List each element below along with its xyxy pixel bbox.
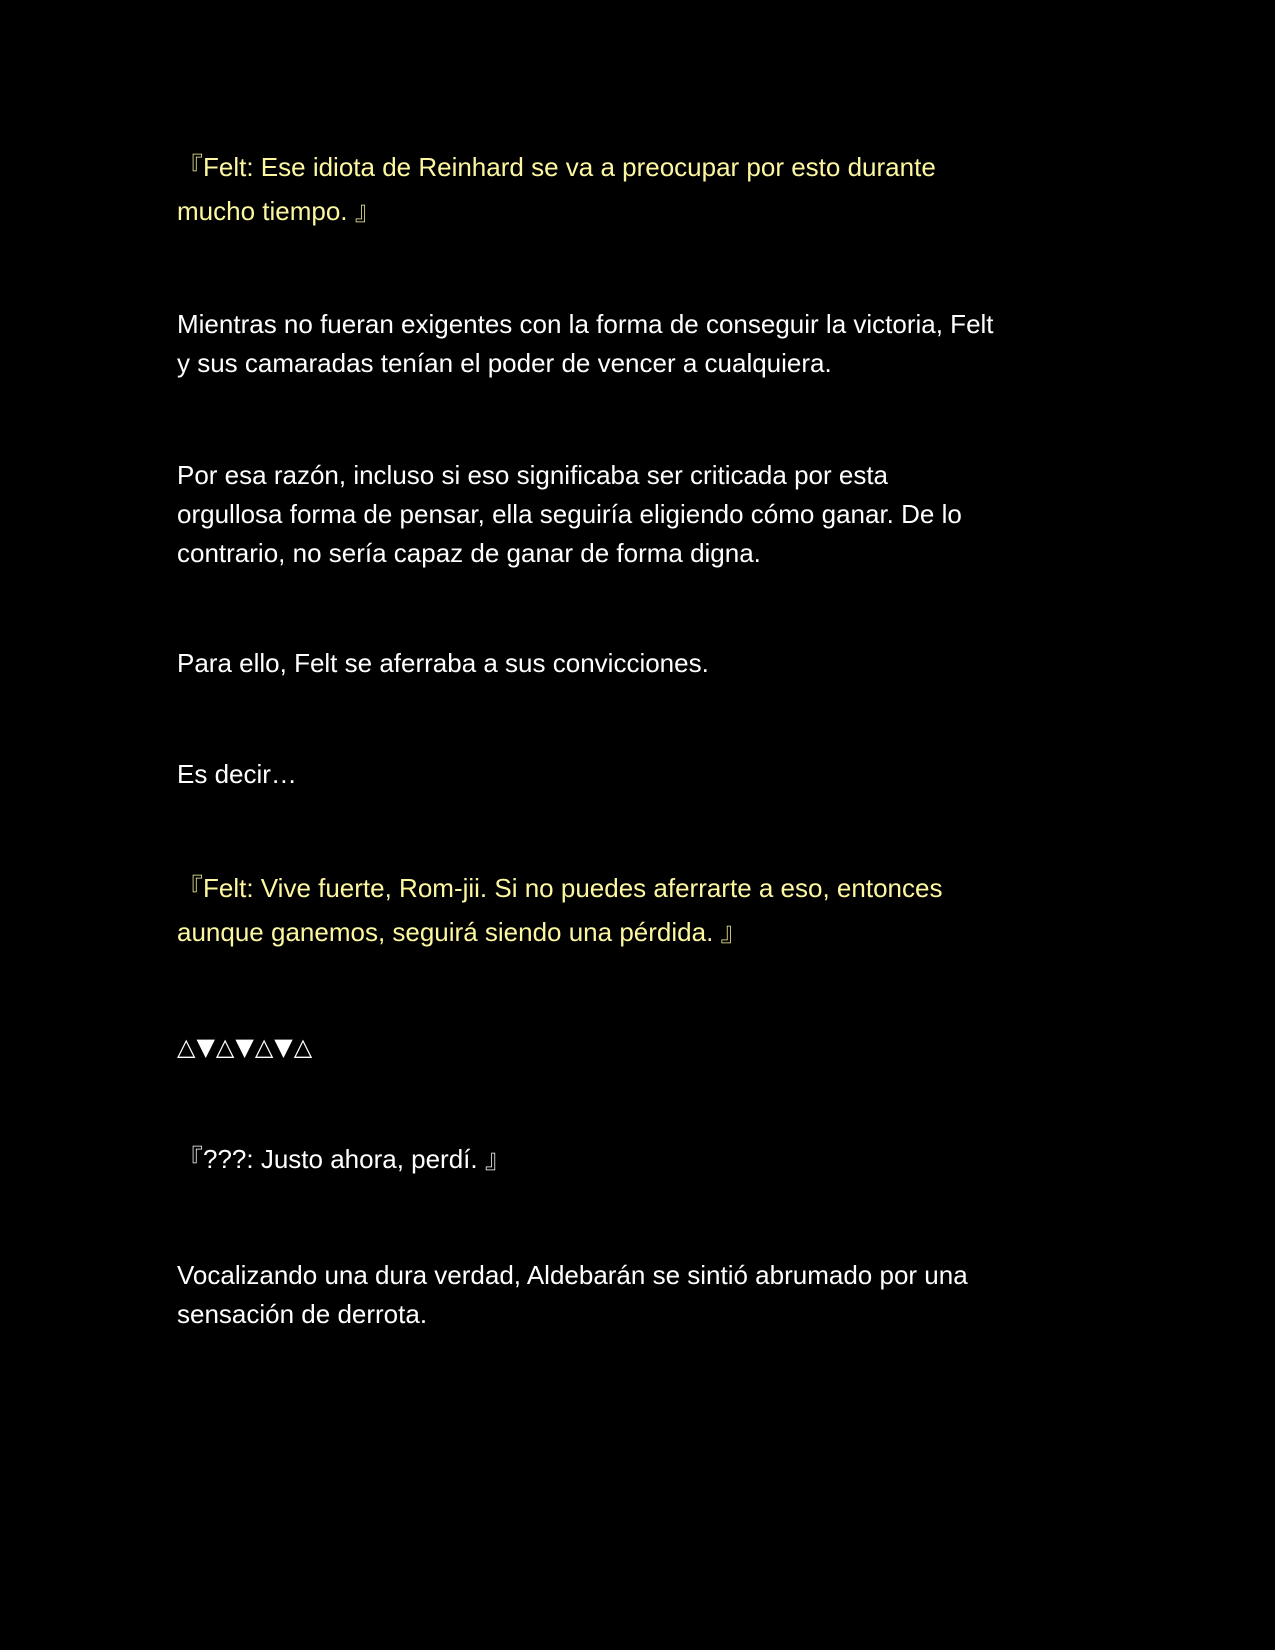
text-line: Mientras no fueran exigentes con la forma de conseguir la victoria, Felt bbox=[177, 309, 994, 339]
text-line: Es decir… bbox=[177, 759, 297, 789]
text-line: Vocalizando una dura verdad, Aldebarán se sintió abrumado por una bbox=[177, 1260, 968, 1290]
text-line: Para ello, Felt se aferraba a sus convicciones. bbox=[177, 648, 709, 678]
felt-dialogue-rom-jii bbox=[177, 866, 1107, 954]
narration-aldebaran bbox=[177, 1256, 1107, 1334]
scene-separator: △▼△▼△▼△ bbox=[177, 1033, 314, 1061]
text-line: sensación de derrota. bbox=[177, 1299, 428, 1329]
text-line: 『???: Justo ahora, perdí. 』 bbox=[177, 1144, 511, 1174]
unknown-dialogue bbox=[177, 1137, 1107, 1181]
text-line: Por esa razón, incluso si eso significaba ser criticada por esta bbox=[177, 460, 889, 490]
text-line: orgullosa forma de pensar, ella seguiría eligiendo cómo ganar. De lo bbox=[177, 499, 962, 529]
text-line: mucho tiempo. 』 bbox=[177, 196, 381, 226]
narration-victory bbox=[177, 305, 1107, 383]
felt-dialogue-reinhard bbox=[177, 145, 1107, 233]
narration-pride bbox=[177, 456, 1107, 573]
text-line: 『Felt: Ese idiota de Reinhard se va a preocupar por esto durante bbox=[177, 152, 936, 182]
narration-convictions bbox=[177, 644, 1107, 683]
text-line: aunque ganemos, seguirá siendo una pérdida. 』 bbox=[177, 917, 747, 947]
narration-es-decir bbox=[177, 755, 1107, 794]
text-line: y sus camaradas tenían el poder de vencer a cualquiera. bbox=[177, 348, 832, 378]
text-line: contrario, no sería capaz de ganar de forma digna. bbox=[177, 538, 761, 568]
text-line: 『Felt: Vive fuerte, Rom-jii. Si no puedes aferrarte a eso, entonces bbox=[177, 873, 943, 903]
